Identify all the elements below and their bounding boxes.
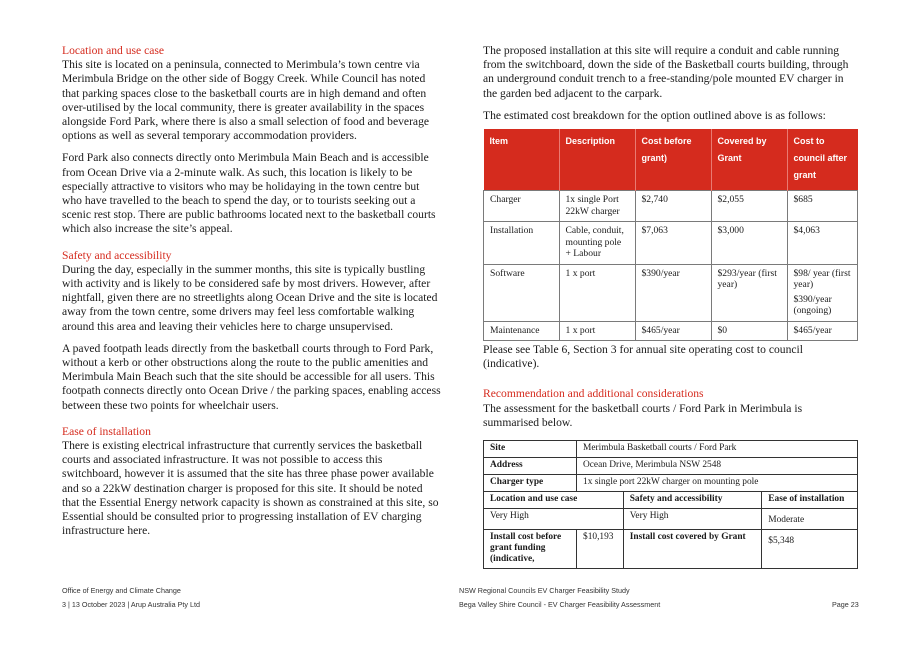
cell-cost-before: $7,063 <box>635 222 711 265</box>
summary-label: Install cost covered by Grant <box>623 530 762 569</box>
column-header: Cost before grant) <box>635 129 711 191</box>
summary-value: Very High <box>623 509 762 530</box>
page-number: Page 23 <box>832 600 859 609</box>
paragraph: The estimated cost breakdown for the option outlined above is as follows: <box>483 108 826 122</box>
summary-label: Install cost before grant funding (indicative, <box>484 530 577 569</box>
cell-description: 1 x port <box>559 321 635 341</box>
table-row <box>484 530 858 569</box>
cost-after-first-year: $98/ year (first year) <box>793 267 851 291</box>
footer-left-line2: 3 | 13 October 2023 | Arup Australia Pty Ltd <box>62 600 200 609</box>
table-row <box>484 191 858 222</box>
paragraph: The assessment for the basketball courts / Ford Park in Merimbula is summarised below. <box>483 401 803 429</box>
table-row <box>484 509 858 530</box>
paragraph: Please see Table 6, Section 3 for annual site operating cost to council (indicative). <box>483 343 803 371</box>
cell-cost-after: $4,063 <box>787 222 858 265</box>
cell-item: Maintenance <box>484 321 560 341</box>
cost-after-ongoing: $390/year (ongoing) <box>793 293 832 317</box>
summary-value: Very High <box>484 509 624 530</box>
footer-right-line2: Bega Valley Shire Council - EV Charger Feasibility Assessment <box>459 600 661 609</box>
footer-right-line1: NSW Regional Councils EV Charger Feasibility Study <box>459 586 630 595</box>
paragraph: Ford Park also connects directly onto Merimbula Main Beach and is accessible from Ocean Drive via a 2-minute walk. As such, this location is likely to be especially attractive to visitors who may be holidaying in the town centre but who have travelled to the beach to spend the day, or to tourists seeking out a scenic rest stop. There are public bathrooms located next to the basketball courts which also increase the site’s appeal. <box>62 151 436 236</box>
paragraph: There is existing electrical infrastructure that currently services the basketball courts and associated infrastructure. It was not possible to access this switchboard, however it is assumed that the site has three phase power available and so a 22kW destination charger is proposed for this site. It should be noted that the Essential Energy network capacity is shown as constrained at this site, so Essential should be consulted prior to progressing installation of EV charging infrastructure here. <box>62 439 439 538</box>
cell-description: 1x single Port 22kW charger <box>559 191 635 222</box>
column-header: Cost to council after grant <box>787 129 858 191</box>
summary-label: Ease of installation <box>762 492 858 509</box>
cost-breakdown-table <box>483 129 858 341</box>
cell-item: Charger <box>484 191 560 222</box>
cell-cost-after: $685 <box>787 191 858 222</box>
summary-value: $10,193 <box>577 530 624 569</box>
table-row <box>484 492 858 509</box>
cell-cost-after: $465/year <box>787 321 858 341</box>
cell-covered: $293/year (first year) <box>711 264 787 321</box>
section-heading-recommendation: Recommendation and additional considerations <box>483 387 704 401</box>
paragraph: The proposed installation at this site will require a conduit and cable running from the switchboard, down the side of the Basketball courts building, through an underground conduit trench to a free-standing/pole mounted EV charger in the garden bed adjacent to the carpark. <box>483 44 849 100</box>
column-header: Covered by Grant <box>711 129 787 191</box>
cell-cost-before: $2,740 <box>635 191 711 222</box>
table-row <box>484 222 858 265</box>
section-heading-ease: Ease of installation <box>62 424 151 438</box>
right-column <box>483 44 858 569</box>
table-row <box>484 458 858 475</box>
summary-value: $5,348 <box>762 530 858 569</box>
table-row <box>484 441 858 458</box>
summary-label: Charger type <box>484 475 577 492</box>
column-header: Item <box>484 129 560 191</box>
summary-value: Merimbula Basketball courts / Ford Park <box>577 441 858 458</box>
summary-value: 1x single port 22kW charger on mounting pole <box>577 475 858 492</box>
cell-covered: $0 <box>711 321 787 341</box>
cell-description: Cable, conduit, mounting pole + Labour <box>559 222 635 265</box>
table-row <box>484 264 858 321</box>
column-header: Description <box>559 129 635 191</box>
cell-cost-before: $465/year <box>635 321 711 341</box>
cell-covered: $2,055 <box>711 191 787 222</box>
cell-description: 1 x port <box>559 264 635 321</box>
table-row <box>484 321 858 341</box>
cell-item: Software <box>484 264 560 321</box>
summary-label: Safety and accessibility <box>623 492 762 509</box>
section-heading-location: Location and use case <box>62 44 165 57</box>
cell-item: Installation <box>484 222 560 265</box>
table-row <box>484 475 858 492</box>
paragraph: A paved footpath leads directly from the basketball courts through to Ford Park, without a kerb or other obstructions along the route to the public amenities and Merimbula Main Beach such that the site should be accessible for all users. This footpath connects directly onto Ocean Drive / the parking spaces, enabling access between these two points for wheelchair users. <box>62 341 441 412</box>
summary-value: Moderate <box>762 509 858 530</box>
summary-value: Ocean Drive, Merimbula NSW 2548 <box>577 458 858 475</box>
summary-label: Address <box>484 458 577 475</box>
summary-label: Site <box>484 441 577 458</box>
paragraph: During the day, especially in the summer months, this site is typically bustling with activity and is likely to be considered safe by most drivers. However, after nightfall, given there are no streetlights along Ocean Drive and the site is located away from the town centre, some drivers may feel less comfortable walking around this area and leaving their vehicles here to charge unsupervised. <box>62 262 438 333</box>
cell-covered: $3,000 <box>711 222 787 265</box>
summary-label: Location and use case <box>484 492 624 509</box>
table-header-row <box>484 129 858 191</box>
footer-left-line1: Office of Energy and Climate Change <box>62 586 181 595</box>
cell-cost-after <box>787 264 858 321</box>
section-heading-safety: Safety and accessibility <box>62 248 172 262</box>
summary-table <box>483 440 858 569</box>
cell-cost-before: $390/year <box>635 264 711 321</box>
paragraph: This site is located on a peninsula, connected to Merimbula’s town centre via Merimbula Bridge on the other side of Boggy Creek. While Council has noted that parking spaces close to the basketball courts are in high demand and often over-utilised by the local community, there is greater availability in the spaces alongside Ford Park, where there is also a small selection of food and beverage options as well as several temporary accommodation providers. <box>62 58 430 143</box>
left-column <box>62 44 442 547</box>
